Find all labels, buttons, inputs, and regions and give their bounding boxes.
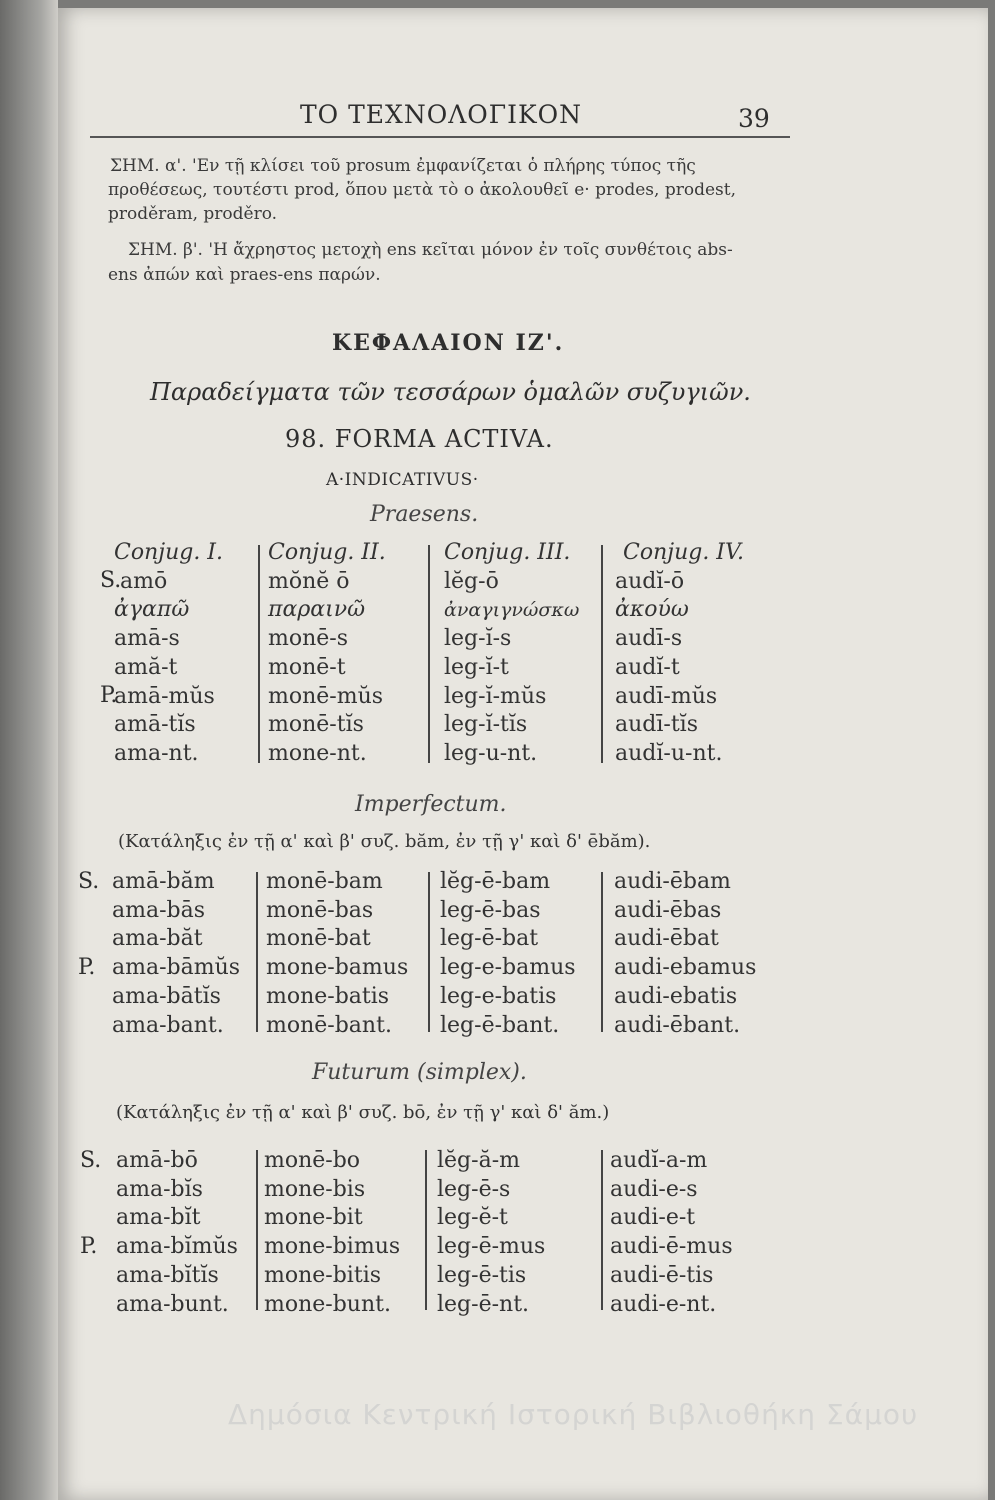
form-cell: amā-bō: [116, 1148, 198, 1173]
form-cell: lĕg-ă-m: [437, 1148, 520, 1173]
form-cell: ama-bĭmŭs: [116, 1234, 238, 1260]
note-line-3: proděram, proděro.: [108, 204, 278, 224]
futurum-endings-note: (Κατάληξις ἐν τῇ α' καὶ β' συζ. bō, ἐν τῇ γ' καὶ δ' ăm.): [116, 1102, 610, 1123]
form-cell: lĕg-ō: [444, 568, 499, 594]
mood-heading: A·INDICATIVUS·: [326, 470, 479, 490]
form-cell: audĭ-u-nt.: [615, 740, 723, 766]
form-cell: monē-tĭs: [268, 712, 364, 738]
form-cell: leg-ē-bant.: [440, 1012, 560, 1038]
futurum-conjugation-2: [264, 1147, 400, 1319]
form-cell: audi-e-nt.: [610, 1291, 717, 1317]
form-cell: monē-bam: [266, 869, 383, 894]
form-cell: amā-s: [114, 626, 180, 652]
column-divider: [601, 545, 603, 763]
prefix-plural: P.: [100, 683, 118, 708]
form-cell: leg-ē-tis: [437, 1262, 527, 1288]
chapter-heading: ΚΕΦΑΛΑΙΟΝ ΙΖ'.: [332, 330, 565, 356]
imperfectum-conjugation-4: [614, 868, 756, 1040]
prefix-singular: S.: [80, 1148, 102, 1173]
form-cell: leg-ĭ-t: [444, 654, 509, 680]
form-cell: audī-s: [615, 626, 683, 652]
form-cell: mone-bimus: [264, 1234, 401, 1260]
column-divider: [425, 1150, 427, 1310]
column-divider: [601, 1150, 603, 1310]
column-divider: [258, 545, 260, 763]
form-cell: mone-bitis: [264, 1262, 382, 1288]
form-cell: audi-e-s: [610, 1176, 698, 1202]
section-heading: 98. FORMA ACTIVA.: [285, 425, 554, 453]
form-cell: ama-bāmŭs: [112, 955, 241, 981]
praesens-conjugation-3: [444, 539, 579, 769]
form-cell: monē-bo: [264, 1148, 361, 1173]
form-cell: leg-e-bamus: [440, 955, 576, 981]
form-cell: leg-ē-bat: [440, 926, 539, 952]
form-cell: audĭ-a-m: [610, 1148, 708, 1173]
form-cell: audi-ē-mus: [610, 1234, 733, 1260]
praesens-conjugation-4: [615, 539, 744, 769]
form-cell: audi-e-t: [610, 1205, 696, 1231]
note-line-4: ΣΗΜ. β'. 'Η ἄχρηστος μετοχὴ ens κεῖται μόνον ἐν τοῖς συνθέτοις abs-: [128, 240, 733, 260]
imperfectum-conjugation-2: [266, 868, 408, 1040]
form-cell: ama-bātĭs: [112, 983, 221, 1009]
conjugation-header: Conjug. II.: [268, 540, 386, 565]
form-cell: audĭ-t: [615, 654, 680, 680]
form-cell: leg-ĕ-t: [437, 1205, 508, 1231]
form-cell: ama-bant.: [112, 1012, 224, 1038]
form-cell: monē-bas: [266, 897, 374, 923]
greek-gloss: ἀκούω: [615, 597, 689, 623]
library-watermark: Δημόσια Κεντρική Ιστορική Βιβλιοθήκη Σάμου: [228, 1398, 919, 1431]
form-cell: audi-ēbam: [614, 869, 731, 894]
note-line-2: προθέσεως, τουτέστι prod, ὅπου μετὰ τὸ ο ἀκολουθεῖ e· prodes, prodest,: [108, 180, 736, 200]
form-cell: monē-bat: [266, 926, 371, 952]
form-cell: mone-bunt.: [264, 1291, 391, 1317]
form-cell: ama-bĭt: [116, 1205, 201, 1231]
prefix-plural: P.: [80, 1234, 98, 1259]
greek-gloss: ἀναγιγνώσκω: [444, 599, 580, 622]
form-cell: leg-ē-bas: [440, 897, 541, 923]
form-cell: audi-ēbat: [614, 926, 719, 952]
running-header-title: ΤΟ ΤΕΧΝΟΛΟΓΙΚΟΝ: [300, 100, 583, 129]
form-cell: amā-tĭs: [114, 712, 196, 738]
futurum-conjugation-3: [437, 1147, 545, 1319]
header-rule: [90, 136, 790, 138]
form-cell: amā-băm: [112, 869, 215, 894]
form-cell: mone-bit: [264, 1205, 363, 1231]
form-cell: ama-bunt.: [116, 1291, 229, 1317]
column-divider: [601, 872, 603, 1032]
prefix-singular: S.: [100, 568, 122, 593]
form-cell: leg-ē-nt.: [437, 1291, 530, 1317]
form-cell: ama-bĭtĭs: [116, 1262, 219, 1288]
form-cell: lĕg-ē-bam: [440, 869, 551, 894]
form-cell: amā-mŭs: [114, 683, 215, 709]
conjugation-header: Conjug. III.: [444, 540, 571, 565]
note-line-1: ΣΗΜ. α'. 'Εν τῇ κλίσει τοῦ prosum ἐμφανίζεται ὁ πλήρης τύπος τῆς: [110, 156, 696, 176]
form-cell: audi-ēbas: [614, 897, 722, 923]
tense-imperfectum-label: Imperfectum.: [355, 792, 507, 817]
form-cell: monē-s: [268, 626, 349, 652]
form-cell: ama-băt: [112, 926, 203, 952]
form-cell: amă-t: [114, 654, 178, 680]
form-cell: audi-ē-tis: [610, 1262, 714, 1288]
prefix-singular: S.: [78, 869, 100, 894]
chapter-subtitle: Παραδείγματα τῶν τεσσάρων ὁμαλῶν συζυγιῶν.: [150, 378, 751, 406]
form-cell: monē-t: [268, 654, 346, 680]
book-spine: [0, 0, 58, 1500]
praesens-conjugation-2: [268, 539, 386, 769]
form-cell: leg-ĭ-tĭs: [444, 712, 528, 738]
prefix-plural: P.: [78, 955, 96, 980]
form-cell: mone-batis: [266, 983, 390, 1009]
form-cell: amō: [120, 568, 168, 594]
form-cell: ama-bĭs: [116, 1176, 203, 1202]
imperfectum-endings-note: (Κατάληξις ἐν τῇ α' καὶ β' συζ. băm, ἐν τῇ γ' καὶ δ' ēbăm).: [118, 831, 651, 852]
note-line-5: ens ἀπών καὶ praes-ens παρών.: [108, 265, 381, 285]
form-cell: leg-ĭ-s: [444, 626, 512, 652]
futurum-conjugation-4: [610, 1147, 733, 1319]
form-cell: leg-e-batis: [440, 983, 557, 1009]
form-cell: leg-ē-mus: [437, 1234, 546, 1260]
form-cell: audi-ebamus: [614, 955, 757, 981]
form-cell: monē-bant.: [266, 1012, 392, 1038]
greek-gloss: παραινῶ: [268, 597, 366, 623]
conjugation-header: Conjug. IV.: [623, 540, 745, 565]
column-divider: [428, 872, 430, 1032]
form-cell: ama-bās: [112, 897, 206, 923]
tense-praesens-label: Praesens.: [370, 502, 479, 527]
greek-gloss: ἀγαπῶ: [114, 597, 190, 623]
form-cell: mŏnĕ ō: [268, 568, 350, 594]
form-cell: monē-mŭs: [268, 683, 384, 709]
form-cell: leg-u-nt.: [444, 740, 538, 766]
tense-futurum-label: Futurum (simplex).: [312, 1060, 527, 1085]
column-divider: [428, 545, 430, 763]
futurum-conjugation-1: [116, 1147, 238, 1319]
imperfectum-conjugation-1: [112, 868, 240, 1040]
form-cell: audĭ-ō: [615, 568, 685, 594]
imperfectum-conjugation-3: [440, 868, 576, 1040]
column-divider: [256, 872, 258, 1032]
form-cell: leg-ĭ-mŭs: [444, 683, 547, 709]
form-cell: mone-nt.: [268, 740, 367, 766]
form-cell: audi-ēbant.: [614, 1012, 741, 1038]
form-cell: mone-bamus: [266, 955, 409, 981]
praesens-conjugation-1: [114, 539, 223, 769]
form-cell: audī-mŭs: [615, 683, 718, 709]
form-cell: audi-ebatis: [614, 983, 738, 1009]
form-cell: leg-ē-s: [437, 1176, 511, 1202]
form-cell: ama-nt.: [114, 740, 199, 766]
column-divider: [256, 1150, 258, 1310]
page-number: 39: [738, 104, 770, 133]
conjugation-header: Conjug. I.: [114, 540, 223, 565]
form-cell: mone-bis: [264, 1176, 366, 1202]
form-cell: audī-tĭs: [615, 712, 699, 738]
